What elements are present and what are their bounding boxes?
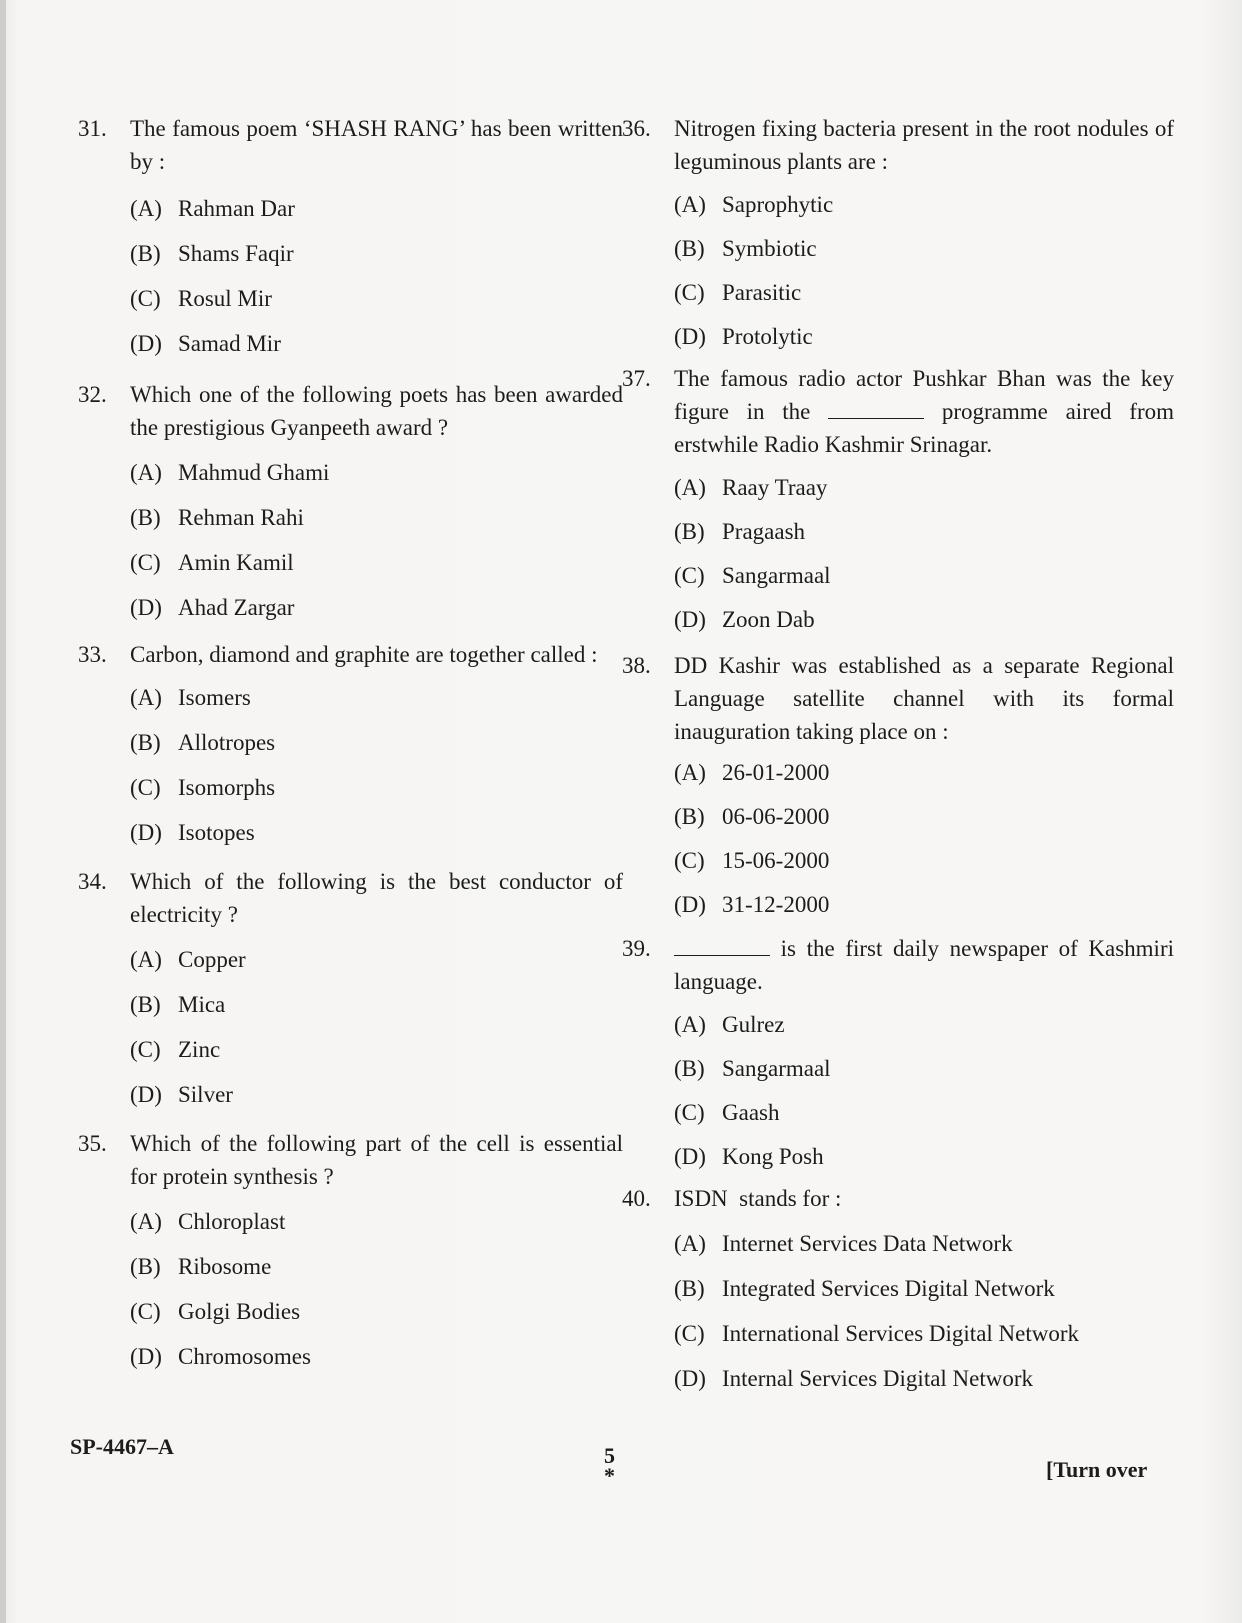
- option-c: (C) International Services Digital Network: [674, 1321, 1080, 1346]
- question-33: [78, 638, 623, 855]
- question-31: [78, 112, 623, 366]
- question-32: [78, 378, 623, 630]
- option-c: (C) Sangarmaal: [674, 562, 831, 588]
- option-d: (D) Chromosomes: [130, 1344, 311, 1369]
- option-b: (B) Mica: [130, 992, 226, 1017]
- option-b: (B) 06-06-2000: [674, 803, 830, 829]
- option-b: (B) Pragaash: [674, 518, 806, 544]
- option-a: (A) Mahmud Ghami: [130, 460, 330, 485]
- question-text: The famous radio actor Pushkar Bhan was the key figure in the programme aired from erstwhile Radio Kashmir Srinagar.: [674, 366, 1174, 457]
- question-text: Which one of the following poets has been awarded the prestigious Gyanpeeth award ?: [130, 382, 623, 440]
- option-c: (C) Rosul Mir: [130, 286, 272, 311]
- answer-blank: [674, 937, 770, 956]
- option-c: (C) Amin Kamil: [130, 550, 294, 575]
- question-number: 39.: [622, 936, 651, 961]
- question-number: 38.: [622, 653, 651, 678]
- turn-over-label: [Turn over: [1046, 1457, 1148, 1482]
- paper-code: SP-4467–A: [70, 1434, 174, 1459]
- question-text: is the first daily newspaper of Kashmiri language.: [674, 936, 1174, 994]
- option-b: (B) Symbiotic: [674, 235, 817, 261]
- option-c: (C) Golgi Bodies: [130, 1299, 301, 1324]
- scan-edge: [0, 0, 6, 1623]
- question-36: [622, 112, 1174, 358]
- question-text: ISDN stands for :: [674, 1186, 842, 1211]
- question-number: 34.: [78, 869, 107, 894]
- option-c: (C) 15-06-2000: [674, 847, 830, 873]
- question-34: [78, 865, 623, 1117]
- option-a: (A) Internet Services Data Network: [674, 1231, 1013, 1256]
- question-text: DD Kashir was established as a separate Regional Language satellite channel with its formal inauguration taking place on :: [674, 653, 1174, 744]
- option-a: (A) 26-01-2000: [674, 759, 830, 785]
- option-b: (B) Ribosome: [130, 1254, 272, 1279]
- option-a: (A) Gulrez: [674, 1011, 785, 1037]
- option-c: (C) Parasitic: [674, 279, 802, 305]
- page-mark: *: [604, 1463, 615, 1488]
- option-d: (D) Ahad Zargar: [130, 595, 295, 620]
- option-b: (B) Integrated Services Digital Network: [674, 1276, 1055, 1301]
- option-a: (A) Chloroplast: [130, 1209, 286, 1234]
- question-number: 33.: [78, 642, 107, 667]
- question-number: 37.: [622, 366, 651, 391]
- option-b: (B) Sangarmaal: [674, 1055, 831, 1081]
- option-d: (D) Zoon Dab: [674, 606, 815, 632]
- question-text: Carbon, diamond and graphite are together called :: [130, 642, 598, 667]
- option-d: (D) Samad Mir: [130, 331, 281, 356]
- question-37: [622, 362, 1174, 641]
- question-text: The famous poem ‘SHASH RANG’ has been written by :: [130, 116, 623, 174]
- option-b: (B) Rehman Rahi: [130, 505, 304, 530]
- option-b: (B) Shams Faqir: [130, 241, 294, 266]
- option-d: (D) Internal Services Digital Network: [674, 1366, 1034, 1391]
- option-c: (C) Isomorphs: [130, 775, 276, 800]
- question-40: [622, 1182, 1174, 1401]
- option-c: (C) Gaash: [674, 1099, 780, 1125]
- question-text: Which of the following part of the cell is essential for protein synthesis ?: [130, 1131, 623, 1189]
- answer-blank: [828, 400, 924, 419]
- question-number: 40.: [622, 1186, 651, 1211]
- right-column: [622, 112, 1174, 1401]
- option-a: (A) Raay Traay: [674, 474, 828, 500]
- question-39: [622, 932, 1174, 1178]
- option-b: (B) Allotropes: [130, 730, 276, 755]
- option-c: (C) Zinc: [130, 1037, 221, 1062]
- option-d: (D) 31-12-2000: [674, 891, 830, 917]
- left-column: [78, 112, 623, 1379]
- question-number: 35.: [78, 1131, 107, 1156]
- question-number: 31.: [78, 116, 107, 141]
- option-a: (A) Rahman Dar: [130, 196, 295, 221]
- option-d: (D) Silver: [130, 1082, 233, 1107]
- question-number: 36.: [622, 116, 651, 141]
- option-d: (D) Isotopes: [130, 820, 255, 845]
- option-a: (A) Isomers: [130, 685, 251, 710]
- option-a: (A) Copper: [130, 947, 246, 972]
- option-a: (A) Saprophytic: [674, 191, 834, 217]
- question-38: [622, 649, 1174, 926]
- question-35: [78, 1127, 623, 1379]
- question-text: Which of the following is the best conductor of electricity ?: [130, 869, 623, 927]
- page-number: 5 *: [604, 1443, 615, 1488]
- option-d: (D) Kong Posh: [674, 1143, 824, 1169]
- question-text: Nitrogen fixing bacteria present in the root nodules of leguminous plants are :: [674, 116, 1174, 174]
- question-number: 32.: [78, 382, 107, 407]
- option-d: (D) Protolytic: [674, 323, 813, 349]
